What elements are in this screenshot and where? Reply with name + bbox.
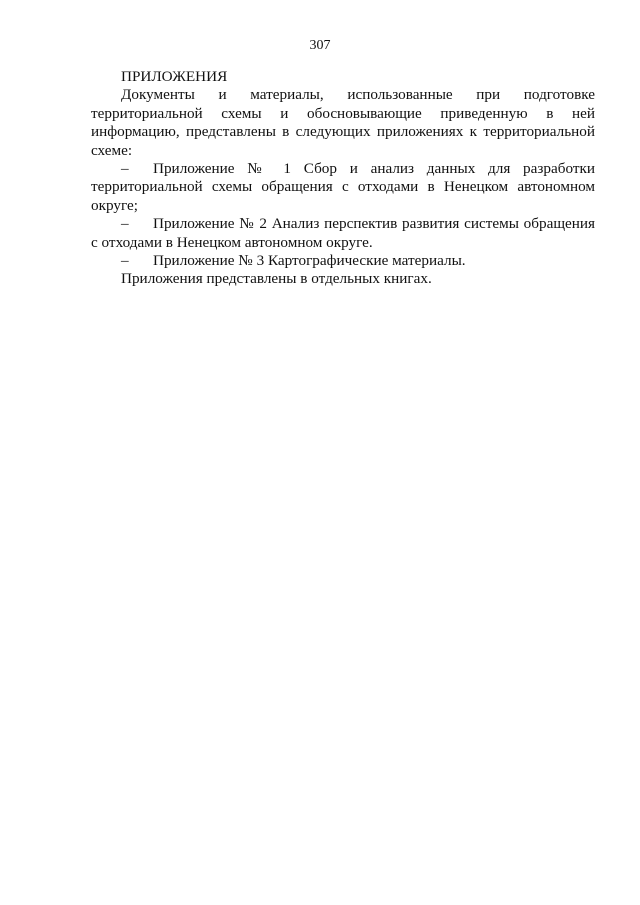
list-marker: –	[121, 160, 129, 178]
list-item-text: Приложение № 3 Картографические материалы.	[153, 252, 466, 270]
list-marker: –	[121, 215, 129, 233]
closing-paragraph: Приложения представлены в отдельных книгах.	[121, 270, 432, 288]
list-item-text: Приложение № 1 Сбор и анализ данных для разработки территориальной схемы обращения с отходами в Ненецком автономном округе;	[91, 160, 595, 214]
list-item-text: Приложение № 2 Анализ перспектив развития системы обращения с отходами в Ненецком автономном округе.	[91, 215, 595, 251]
section-heading: ПРИЛОЖЕНИЯ	[121, 68, 228, 85]
list-item	[91, 215, 595, 252]
page-number: 307	[309, 38, 331, 53]
intro-paragraph: Документы и материалы, использованные при подготовке территориальной схемы и обосновывающие приведенную в ней информацию, представлены в следующих приложениях к территориальной схеме:	[91, 86, 595, 159]
document-body	[91, 68, 595, 289]
list-item	[91, 252, 595, 270]
list-marker: –	[121, 252, 129, 270]
list-item	[91, 160, 595, 215]
